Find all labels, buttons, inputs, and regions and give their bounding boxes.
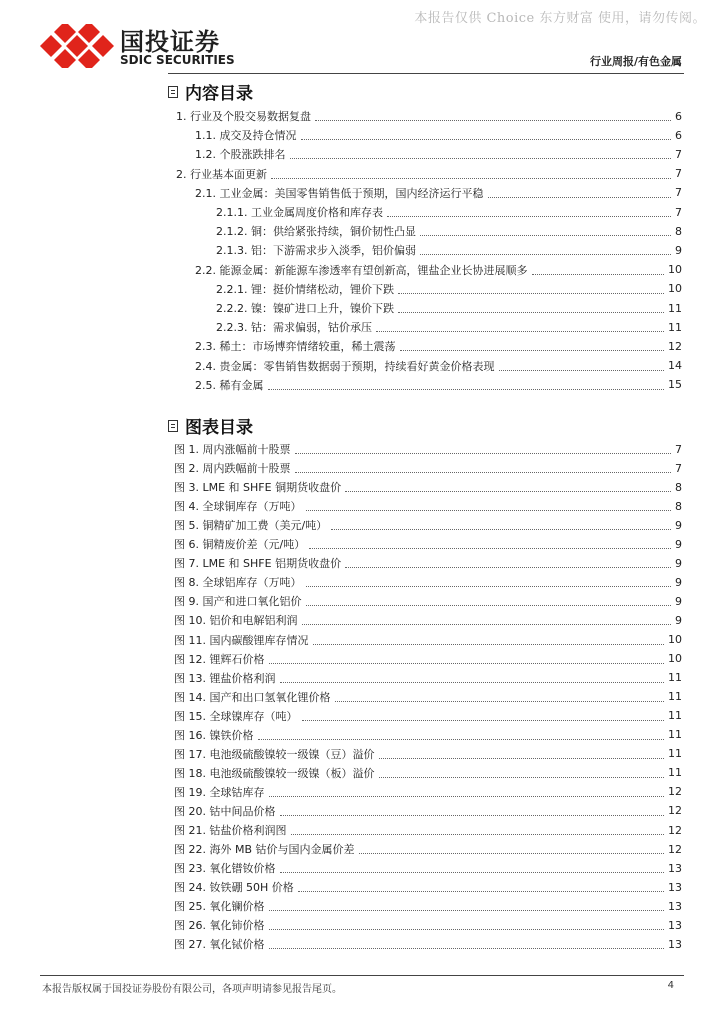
toc-entry-page: 7: [675, 186, 682, 200]
toc-entry-page: 12: [668, 339, 682, 353]
dot-leader: [298, 890, 664, 892]
toc-entry-label: 2.1.2. 铜：供给紧张持续，铜价韧性凸显: [216, 225, 416, 239]
figure-entry[interactable]: [174, 916, 682, 934]
toc-heading-text: 内容目录: [185, 84, 253, 104]
toc-entry[interactable]: [216, 280, 682, 298]
figure-entry[interactable]: [174, 821, 682, 839]
dot-leader: [376, 330, 664, 332]
dot-leader: [280, 814, 665, 816]
figure-entry-label: 图 5. 铜精矿加工费（美元/吨）: [174, 519, 328, 533]
figure-entry-page: 13: [668, 899, 682, 913]
dot-leader: [400, 349, 665, 351]
dot-leader: [345, 490, 671, 492]
toc-entry-label: 2.2.2. 镍：镍矿进口上升，镍价下跌: [216, 302, 394, 315]
report-category: 行业周报/有色金属: [589, 55, 682, 68]
figure-entry-page: 12: [668, 823, 682, 837]
toc-entry-label: 2.1.1. 工业金属周度价格和库存表: [216, 206, 383, 219]
footer-divider: [40, 975, 684, 976]
toc-entry-page: 6: [675, 109, 682, 123]
dot-leader: [331, 528, 671, 530]
toc-entry-label: 2. 行业基本面更新: [176, 167, 267, 181]
dot-leader: [379, 776, 665, 778]
figure-entry-page: 9: [675, 575, 682, 589]
figure-entry-label: 图 24. 钕铁硼 50H 价格: [174, 881, 294, 895]
figure-entry[interactable]: [174, 650, 682, 668]
dot-leader: [306, 509, 672, 511]
figures-heading: [168, 413, 253, 438]
toc-entry[interactable]: [176, 107, 682, 125]
dot-leader: [302, 719, 665, 721]
dot-leader: [269, 795, 665, 797]
figure-entry[interactable]: [174, 707, 682, 725]
document-icon: [168, 86, 178, 98]
page-number: 4: [667, 980, 674, 991]
document-icon: [168, 420, 178, 432]
toc-entry-label: 1.1. 成交及持仓情况: [195, 129, 297, 143]
dot-leader: [398, 311, 664, 313]
figure-entry[interactable]: [174, 688, 682, 706]
figure-entry[interactable]: [174, 611, 682, 629]
figure-entry-label: 图 4. 全球铜库存（万吨）: [174, 500, 302, 514]
dot-leader: [309, 547, 671, 549]
figure-entry-label: 图 11. 国内碳酸锂库存情况: [174, 633, 309, 647]
dot-leader: [387, 215, 671, 217]
figure-entry[interactable]: [174, 897, 682, 915]
dot-leader: [532, 273, 665, 275]
dot-leader: [359, 852, 664, 854]
toc-entry-page: 6: [675, 128, 682, 142]
toc-entry-page: 7: [675, 147, 682, 161]
toc-entry[interactable]: [216, 241, 682, 259]
dot-leader: [420, 253, 671, 255]
figure-entry-page: 7: [675, 442, 682, 456]
toc-entry-page: 11: [668, 301, 682, 315]
toc-entry-page: 11: [668, 320, 682, 334]
toc-entry[interactable]: [195, 261, 682, 279]
dot-leader: [315, 119, 671, 121]
toc-entry-label: 2.2.3. 钴：需求偏弱，钴价承压: [216, 321, 372, 335]
dot-leader: [306, 585, 672, 587]
figure-entry-page: 10: [668, 652, 682, 666]
figure-entry-label: 图 14. 国产和出口氢氧化锂价格: [174, 690, 331, 704]
figure-entry-label: 图 18. 电池级硫酸镍较一级镍（板）溢价: [174, 766, 375, 780]
figure-entry-page: 11: [668, 690, 682, 704]
dot-leader: [313, 643, 665, 645]
figure-entry[interactable]: [174, 840, 682, 858]
company-logo: [40, 24, 250, 72]
figure-entry-page: 11: [668, 728, 682, 742]
dot-leader: [420, 234, 671, 236]
figure-entry[interactable]: [174, 859, 682, 877]
figure-entry-label: 图 8. 全球铝库存（万吨）: [174, 576, 302, 590]
dot-leader: [269, 928, 665, 930]
toc-entry[interactable]: [216, 318, 682, 336]
dot-leader: [268, 388, 665, 390]
figure-entry-page: 11: [668, 709, 682, 723]
figure-entry-page: 9: [675, 556, 682, 570]
logo-name-cn: 国投证券: [120, 28, 220, 56]
figure-entry-page: 13: [668, 880, 682, 894]
figures-heading-text: 图表目录: [185, 418, 253, 438]
dot-leader: [280, 681, 665, 683]
figure-entry-page: 13: [668, 861, 682, 875]
logo-name-en: SDIC SECURITIES: [120, 53, 235, 67]
toc-entry-page: 10: [668, 282, 682, 296]
toc-entry-label: 1.2. 个股涨跌排名: [195, 148, 286, 162]
figure-entry-page: 12: [668, 785, 682, 799]
dot-leader: [306, 604, 672, 606]
figure-entry-page: 9: [675, 518, 682, 532]
figure-entry[interactable]: [174, 497, 682, 515]
toc-entry-page: 14: [668, 359, 682, 373]
figure-entry[interactable]: [174, 878, 682, 896]
dot-leader: [302, 623, 672, 625]
figure-entry-page: 8: [675, 480, 682, 494]
figure-entry-label: 图 12. 锂辉石价格: [174, 652, 265, 666]
figure-entry[interactable]: [174, 516, 682, 534]
dot-leader: [269, 909, 665, 911]
figure-entry[interactable]: [174, 764, 682, 782]
figure-entry-label: 图 16. 镍铁价格: [174, 728, 254, 742]
toc-entry[interactable]: [195, 145, 682, 163]
toc-entry[interactable]: [216, 299, 682, 317]
figure-entry-label: 图 23. 氧化镨钕价格: [174, 862, 276, 876]
toc-entry-label: 2.4. 贵金属：零售销售数据弱于预期，持续看好黄金价格表现: [195, 359, 495, 373]
figure-entry[interactable]: [174, 631, 682, 649]
dot-leader: [398, 292, 664, 294]
toc-entry-page: 8: [675, 224, 682, 238]
toc-entry[interactable]: [195, 184, 682, 202]
figure-entry-page: 13: [668, 937, 682, 951]
dot-leader: [499, 369, 665, 371]
toc-entry-page: 9: [675, 243, 682, 257]
toc-entry-page: 15: [668, 378, 682, 392]
dot-leader: [295, 471, 672, 473]
watermark: 本报告仅供 Choice 东方财富 使用，请勿传阅。: [414, 11, 706, 26]
dot-leader: [269, 662, 665, 664]
figure-entry-label: 图 22. 海外 MB 钴价与国内金属价差: [174, 843, 355, 857]
figure-entry-page: 11: [668, 747, 682, 761]
dot-leader: [335, 700, 665, 702]
figure-entry-label: 图 21. 钴盐价格利润图: [174, 824, 287, 837]
figure-entry-page: 9: [675, 613, 682, 627]
toc-entry[interactable]: [195, 337, 682, 355]
toc-entry-label: 2.1.3. 铝：下游需求步入淡季，铝价偏弱: [216, 244, 416, 258]
figure-entry-page: 13: [668, 918, 682, 932]
dot-leader: [301, 138, 672, 140]
toc-entry[interactable]: [195, 376, 682, 394]
figure-entry-label: 图 15. 全球镍库存（吨）: [174, 709, 298, 723]
toc-entry[interactable]: [216, 203, 682, 221]
dot-leader: [291, 833, 665, 835]
toc-entry[interactable]: [216, 222, 682, 240]
figure-entry-page: 11: [668, 671, 682, 685]
toc-entry-page: 7: [675, 167, 682, 181]
figure-entry-label: 图 6. 铜精废价差（元/吨）: [174, 538, 306, 552]
dot-leader: [295, 452, 672, 454]
figure-entry[interactable]: [174, 459, 682, 477]
figure-entry-page: 12: [668, 842, 682, 856]
figure-entry[interactable]: [174, 592, 682, 610]
logo-mark-icon: [40, 24, 114, 68]
figure-entry-page: 8: [675, 499, 682, 513]
figure-entry-label: 图 20. 钴中间品价格: [174, 804, 276, 818]
dot-leader: [280, 871, 665, 873]
figure-entry[interactable]: [174, 802, 682, 820]
figure-entry[interactable]: [174, 935, 682, 953]
figure-entry-page: 10: [668, 633, 682, 646]
figure-entry-label: 图 3. LME 和 SHFE 铜期货收盘价: [174, 481, 342, 495]
figure-entry-label: 图 26. 氧化铈价格: [174, 919, 265, 933]
figure-entry[interactable]: [174, 669, 682, 687]
figure-entry[interactable]: [174, 745, 682, 763]
dot-leader: [488, 196, 672, 198]
footer-disclaimer: 本报告版权属于国投证券股份有限公司，各项声明请参见报告尾页。: [42, 984, 342, 995]
toc-entry[interactable]: [195, 357, 682, 375]
toc-entry-page: 10: [668, 263, 682, 277]
figure-entry[interactable]: [174, 535, 682, 553]
figure-entry-page: 7: [675, 461, 682, 475]
dot-leader: [345, 566, 671, 568]
figure-entry-label: 图 17. 电池级硫酸镍较一级镍（豆）溢价: [174, 747, 375, 761]
dot-leader: [271, 177, 671, 179]
toc-entry-label: 2.2. 能源金属：新能源车渗透率有望创新高，锂盐企业长协进展顺多: [195, 263, 528, 277]
figure-entry-label: 图 9. 国产和进口氧化铝价: [174, 595, 302, 609]
figure-entry[interactable]: [174, 478, 682, 496]
dot-leader: [290, 157, 672, 159]
toc-entry-label: 2.1. 工业金属：美国零售销售低于预期，国内经济运行平稳: [195, 186, 484, 200]
figure-entry[interactable]: [174, 726, 682, 744]
figure-entry-label: 图 2. 周内跌幅前十股票: [174, 462, 291, 476]
figure-entry-label: 图 25. 氧化镧价格: [174, 900, 265, 914]
toc-entry[interactable]: [195, 126, 682, 144]
header-divider: [168, 73, 684, 74]
toc-entry-label: 2.5. 稀有金属: [195, 378, 264, 392]
figure-entry-page: 11: [668, 766, 682, 780]
figure-entry-page: 12: [668, 804, 682, 818]
toc-heading: [168, 79, 253, 104]
figure-entry[interactable]: [174, 573, 682, 591]
figure-entry-label: 图 7. LME 和 SHFE 铝期货收盘价: [174, 557, 342, 571]
dot-leader: [258, 738, 665, 740]
figure-entry-page: 9: [675, 537, 682, 551]
figure-entry-label: 图 13. 锂盐价格利润: [174, 671, 276, 685]
toc-entry[interactable]: [176, 165, 682, 183]
toc-entry-label: 2.2.1. 锂：挺价情绪松动，锂价下跌: [216, 282, 394, 296]
toc-entry-label: 2.3. 稀土：市场博弈情绪较重，稀土震荡: [195, 340, 396, 354]
figure-entry-label: 图 1. 周内涨幅前十股票: [174, 443, 291, 456]
figure-entry-label: 图 10. 铝价和电解铝利润: [174, 614, 298, 628]
dot-leader: [379, 757, 665, 759]
figure-entry-label: 图 27. 氧化铽价格: [174, 938, 265, 952]
figure-entry[interactable]: [174, 554, 682, 572]
figure-entry[interactable]: [174, 783, 682, 801]
figure-entry-label: 图 19. 全球钴库存: [174, 785, 265, 799]
figure-entry-page: 9: [675, 594, 682, 608]
toc-entry-label: 1. 行业及个股交易数据复盘: [176, 110, 311, 123]
toc-entry-page: 7: [675, 205, 682, 219]
dot-leader: [269, 947, 665, 949]
figure-entry[interactable]: [174, 440, 682, 458]
